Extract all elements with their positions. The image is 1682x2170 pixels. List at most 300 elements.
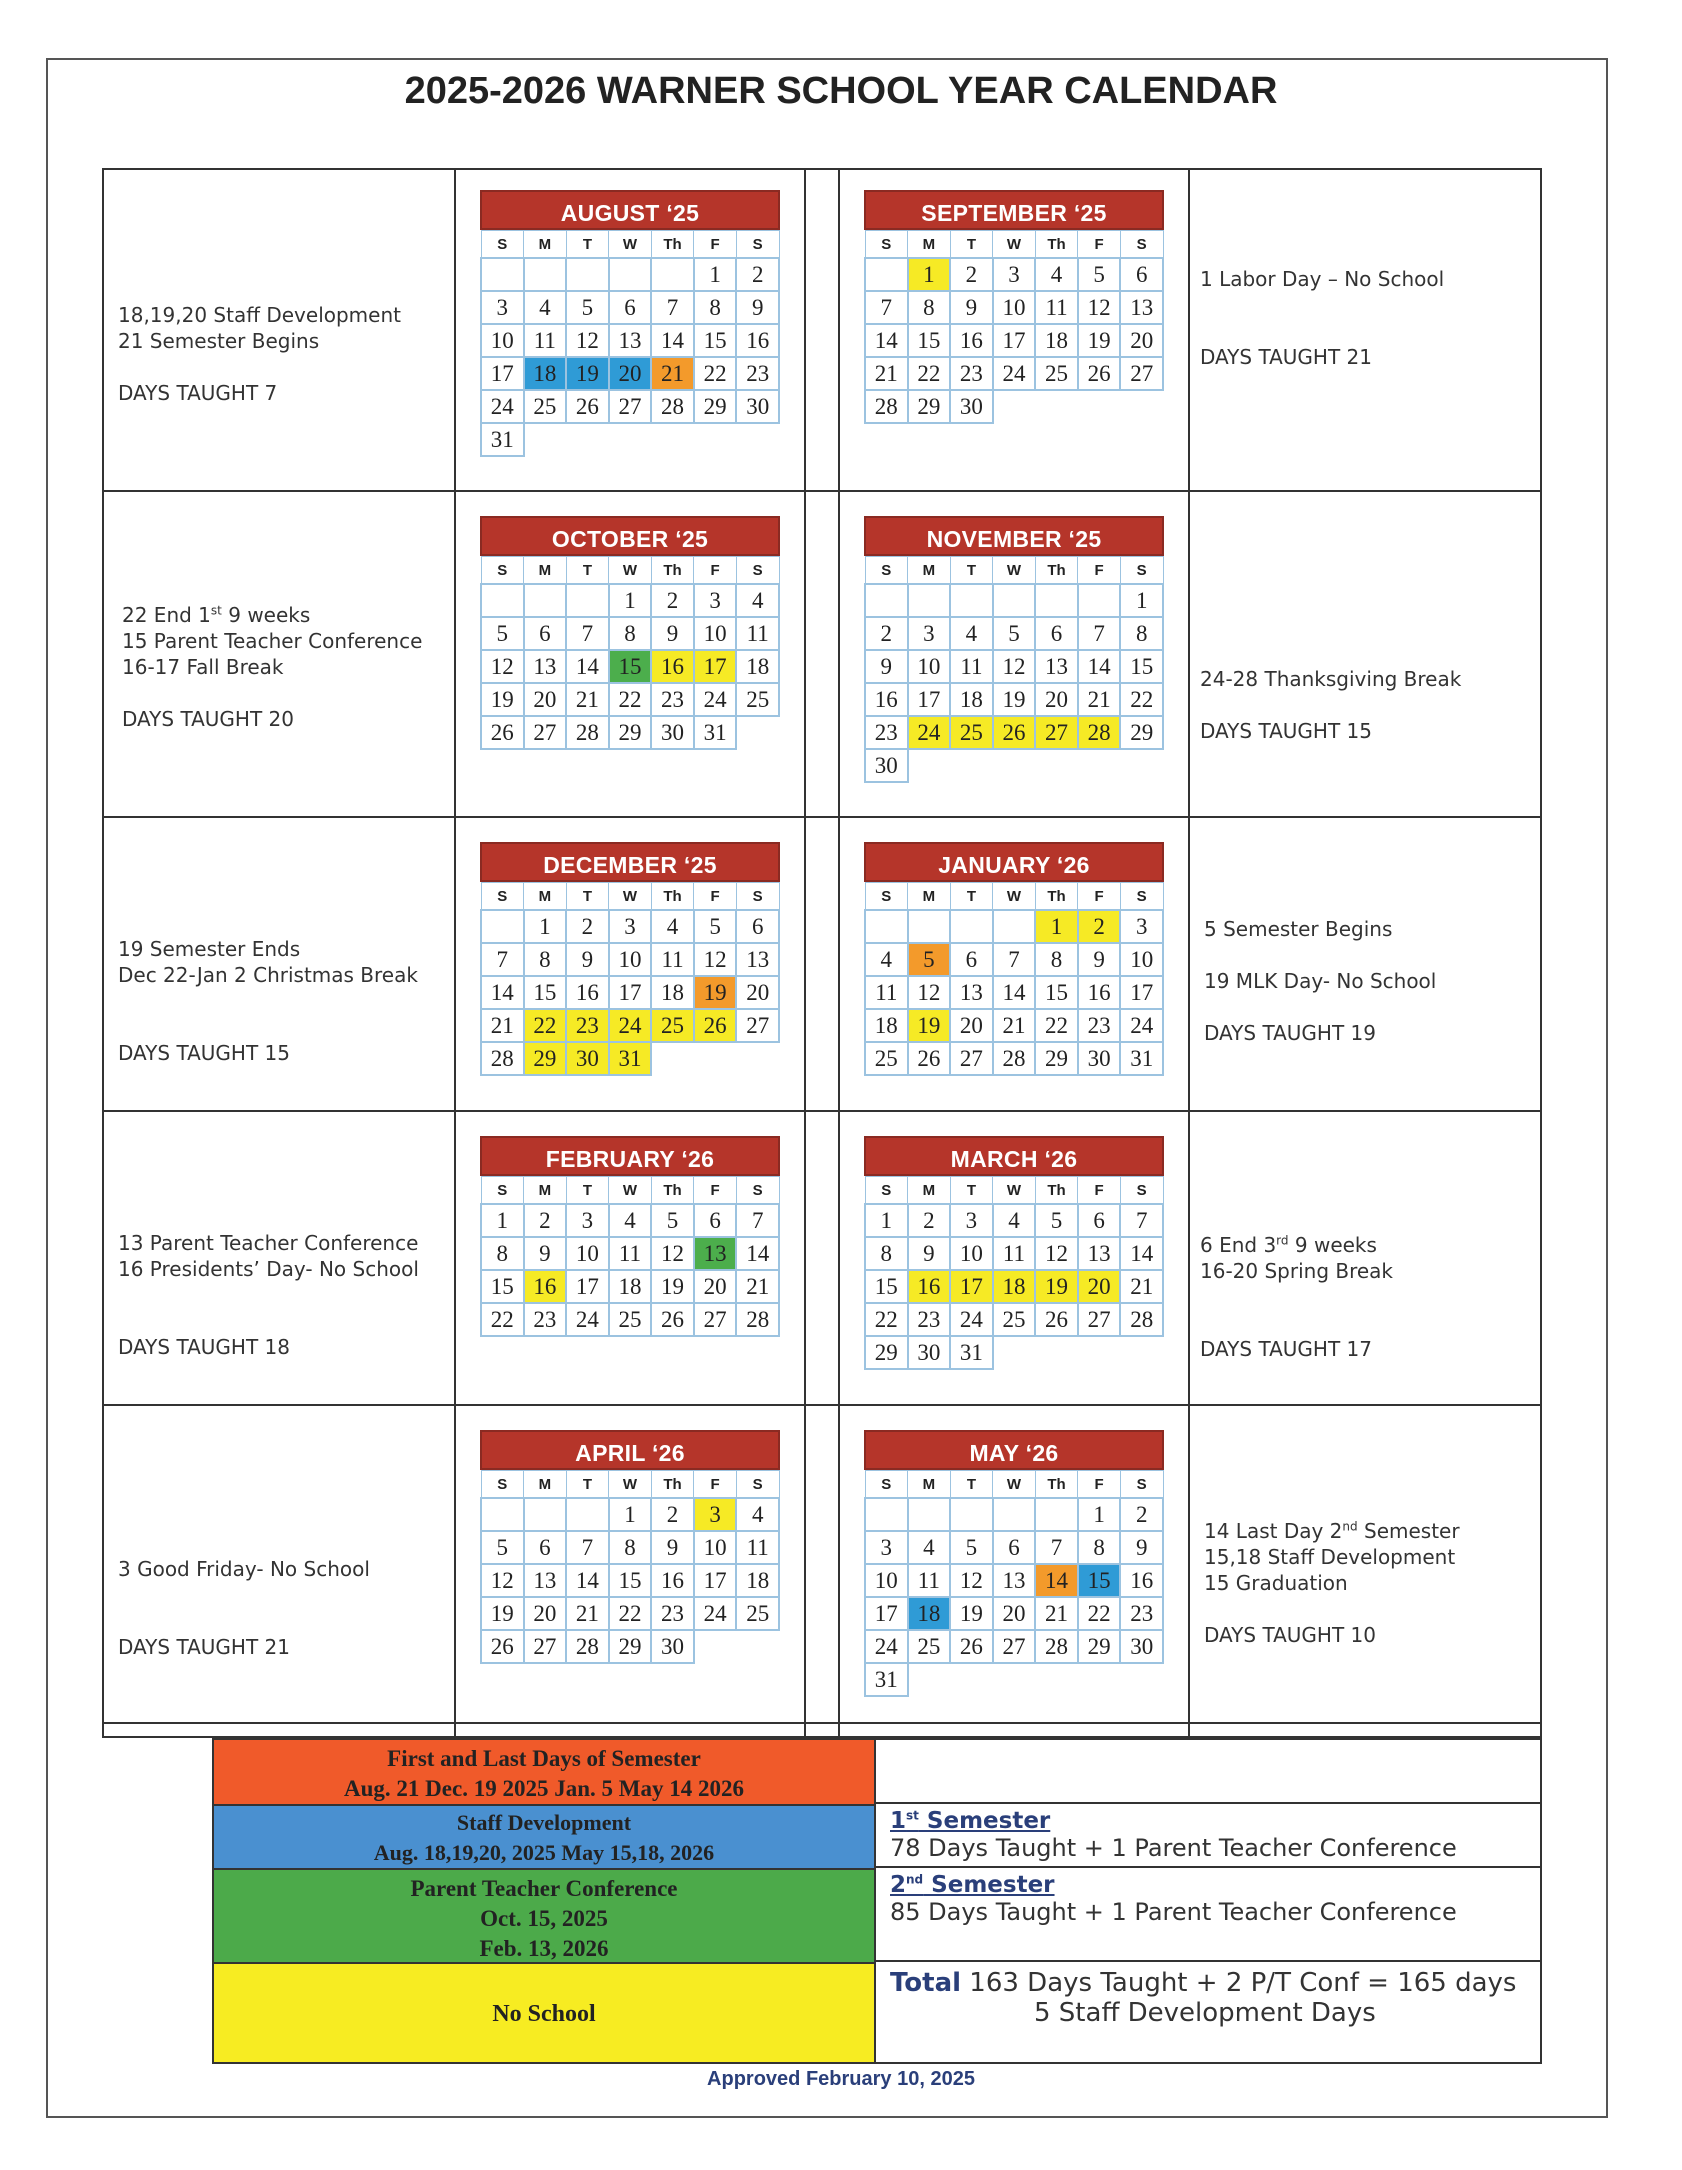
weekday-header: F xyxy=(1078,231,1121,259)
day-cell: 27 xyxy=(950,1042,993,1075)
day-cell: 7 xyxy=(1078,617,1121,650)
day-cell: 14 xyxy=(566,650,609,683)
month-header: SEPTEMBER ‘25 xyxy=(864,190,1164,230)
day-cell: 13 xyxy=(993,1564,1036,1597)
month-october xyxy=(480,516,780,750)
day-cell: 9 xyxy=(1078,943,1121,976)
weekday-header: T xyxy=(566,1471,609,1499)
empty-day xyxy=(1120,1663,1163,1696)
day-cell: 4 xyxy=(736,1498,779,1531)
day-cell: 5 xyxy=(481,617,524,650)
day-cell: 2 xyxy=(566,910,609,943)
days-taught: DAYS TAUGHT 18 xyxy=(118,1335,290,1359)
day-cell: 7 xyxy=(566,617,609,650)
empty-day xyxy=(1078,584,1121,617)
day-cell: 19 xyxy=(1078,324,1121,357)
day-cell: 13 xyxy=(736,943,779,976)
day-cell: 9 xyxy=(651,1531,694,1564)
day-cell: 6 xyxy=(524,617,567,650)
day-cell: 17 xyxy=(993,324,1036,357)
day-cell: 10 xyxy=(694,617,737,650)
weekday-header: F xyxy=(694,1471,737,1499)
semester-2-summary: 2nd Semester 85 Days Taught + 1 Parent Teacher Conference xyxy=(876,1868,1540,1962)
day-cell: 20 xyxy=(524,683,567,716)
weekday-header: T xyxy=(566,557,609,585)
day-cell: 6 xyxy=(950,943,993,976)
notes-august xyxy=(118,302,401,406)
day-cell: 20 xyxy=(993,1597,1036,1630)
note-line: 16-20 Spring Break xyxy=(1200,1259,1394,1283)
row-divider xyxy=(104,804,1540,818)
weekday-header: S xyxy=(481,231,524,259)
day-cell: 17 xyxy=(908,683,951,716)
day-cell: 23 xyxy=(651,1597,694,1630)
weekday-header: M xyxy=(908,231,951,259)
day-cell: 9 xyxy=(736,291,779,324)
day-cell: 10 xyxy=(865,1564,908,1597)
empty-day xyxy=(950,749,993,782)
empty-day xyxy=(993,1663,1036,1696)
empty-day xyxy=(524,423,567,456)
day-cell: 31 xyxy=(865,1663,908,1696)
weekday-header: W xyxy=(993,883,1036,911)
day-cell: 7 xyxy=(566,1531,609,1564)
day-cell: 7 xyxy=(736,1204,779,1237)
day-cell: 17 xyxy=(1120,976,1163,1009)
weekday-header: F xyxy=(1078,1471,1121,1499)
weekday-header: T xyxy=(950,231,993,259)
day-cell: 15 xyxy=(694,324,737,357)
weekday-header: T xyxy=(566,231,609,259)
day-cell: 2 xyxy=(651,1498,694,1531)
month-header: NOVEMBER ‘25 xyxy=(864,516,1164,556)
empty-day xyxy=(1078,749,1121,782)
day-cell: 12 xyxy=(993,650,1036,683)
weekday-header: S xyxy=(865,231,908,259)
day-cell: 10 xyxy=(609,943,652,976)
legend-staff-development: Staff Development Aug. 18,19,20, 2025 May 15,18, 2026 xyxy=(214,1804,874,1868)
day-cell: 30 xyxy=(908,1336,951,1369)
weekday-header: S xyxy=(1120,883,1163,911)
weekday-header: S xyxy=(865,1471,908,1499)
day-cell: 1 xyxy=(609,1498,652,1531)
day-cell: 25 xyxy=(865,1042,908,1075)
day-cell: 27 xyxy=(1120,357,1163,390)
weekday-header: M xyxy=(908,883,951,911)
day-cell: 31 xyxy=(1120,1042,1163,1075)
empty-day xyxy=(908,1498,951,1531)
day-cell: 13 xyxy=(524,650,567,683)
day-cell: 2 xyxy=(865,617,908,650)
weekday-header: T xyxy=(566,1177,609,1205)
empty-day xyxy=(524,584,567,617)
day-cell: 3 xyxy=(609,910,652,943)
empty-day xyxy=(481,1498,524,1531)
empty-day xyxy=(566,258,609,291)
note-line: 22 End 1st 9 weeks xyxy=(122,603,311,627)
weekday-header: S xyxy=(1120,557,1163,585)
day-cell: 17 xyxy=(609,976,652,1009)
empty-day xyxy=(1120,749,1163,782)
day-cell: 8 xyxy=(908,291,951,324)
day-cell: 2 xyxy=(736,258,779,291)
day-cell: 13 xyxy=(950,976,993,1009)
weekday-header: S xyxy=(736,231,779,259)
day-cell: 5 xyxy=(1035,1204,1078,1237)
empty-day xyxy=(1035,749,1078,782)
month-may xyxy=(864,1430,1164,1697)
day-cell: 16 xyxy=(1120,1564,1163,1597)
day-cell: 17 xyxy=(865,1597,908,1630)
note-line: 16 Presidents’ Day- No School xyxy=(118,1257,419,1281)
day-cell: 30 xyxy=(1078,1042,1121,1075)
legend-parent-teacher-conference: Parent Teacher Conference Oct. 15, 2025 Feb. 13, 2026 xyxy=(214,1868,874,1962)
empty-day xyxy=(736,1042,779,1075)
day-cell: 30 xyxy=(736,390,779,423)
day-cell: 16 xyxy=(736,324,779,357)
day-cell: 1 xyxy=(1078,1498,1121,1531)
month-grid xyxy=(864,882,1164,1076)
day-cell: 22 xyxy=(1120,683,1163,716)
day-cell: 1 xyxy=(481,1204,524,1237)
day-cell: 21 xyxy=(1120,1270,1163,1303)
month-grid xyxy=(480,230,780,457)
month-september xyxy=(864,190,1164,424)
weekday-header: Th xyxy=(1035,557,1078,585)
day-cell: 27 xyxy=(1035,716,1078,749)
day-cell: 22 xyxy=(524,1009,567,1042)
day-cell: 30 xyxy=(566,1042,609,1075)
day-cell: 14 xyxy=(736,1237,779,1270)
weekday-header: W xyxy=(609,1471,652,1499)
day-cell: 10 xyxy=(993,291,1036,324)
day-cell: 26 xyxy=(1078,357,1121,390)
day-cell: 6 xyxy=(993,1531,1036,1564)
empty-day xyxy=(950,584,993,617)
day-cell: 3 xyxy=(566,1204,609,1237)
day-cell: 8 xyxy=(865,1237,908,1270)
days-taught: DAYS TAUGHT 20 xyxy=(122,707,294,731)
day-cell: 15 xyxy=(1078,1564,1121,1597)
day-cell: 13 xyxy=(694,1237,737,1270)
day-cell: 26 xyxy=(566,390,609,423)
day-cell: 4 xyxy=(651,910,694,943)
empty-day xyxy=(1035,584,1078,617)
day-cell: 19 xyxy=(908,1009,951,1042)
semester-1-summary: 1st Semester 78 Days Taught + 1 Parent Teacher Conference xyxy=(876,1804,1540,1868)
day-cell: 18 xyxy=(950,683,993,716)
days-taught: DAYS TAUGHT 7 xyxy=(118,381,278,405)
total-summary: Total 163 Days Taught + 2 P/T Conf = 165 days 5 Staff Development Days xyxy=(890,1968,1517,2028)
weekday-header: Th xyxy=(651,557,694,585)
weekday-header: F xyxy=(694,231,737,259)
day-cell: 24 xyxy=(694,1597,737,1630)
day-cell: 8 xyxy=(1120,617,1163,650)
day-cell: 15 xyxy=(908,324,951,357)
day-cell: 28 xyxy=(481,1042,524,1075)
day-cell: 7 xyxy=(1035,1531,1078,1564)
day-cell: 8 xyxy=(609,1531,652,1564)
day-cell: 18 xyxy=(865,1009,908,1042)
note-line: 15 Graduation xyxy=(1204,1571,1348,1595)
day-cell: 28 xyxy=(566,1630,609,1663)
empty-day xyxy=(950,1663,993,1696)
note-line: 3 Good Friday- No School xyxy=(118,1557,370,1581)
month-grid xyxy=(480,882,780,1076)
weekday-header: S xyxy=(1120,1177,1163,1205)
day-cell: 31 xyxy=(694,716,737,749)
day-cell: 24 xyxy=(950,1303,993,1336)
day-cell: 28 xyxy=(865,390,908,423)
note-line: 19 MLK Day- No School xyxy=(1204,969,1437,993)
empty-day xyxy=(908,584,951,617)
weekday-header: S xyxy=(736,1177,779,1205)
empty-day xyxy=(694,1630,737,1663)
day-cell: 3 xyxy=(694,1498,737,1531)
notes-april xyxy=(118,1556,370,1660)
empty-day xyxy=(566,1498,609,1531)
weekday-header: F xyxy=(694,1177,737,1205)
day-cell: 29 xyxy=(1078,1630,1121,1663)
note-line: 6 End 3rd 9 weeks xyxy=(1200,1233,1377,1257)
day-cell: 16 xyxy=(950,324,993,357)
day-cell: 27 xyxy=(524,716,567,749)
legend-blank xyxy=(876,1740,1540,1804)
empty-day xyxy=(908,910,951,943)
weekday-header: Th xyxy=(1035,1471,1078,1499)
row-divider xyxy=(104,478,1540,492)
day-cell: 1 xyxy=(1120,584,1163,617)
weekday-header: T xyxy=(950,883,993,911)
day-cell: 7 xyxy=(651,291,694,324)
empty-day xyxy=(1120,390,1163,423)
day-cell: 12 xyxy=(908,976,951,1009)
note-line: 5 Semester Begins xyxy=(1204,917,1393,941)
weekday-header: M xyxy=(524,1471,567,1499)
day-cell: 11 xyxy=(609,1237,652,1270)
approved-date: Approved February 10, 2025 xyxy=(707,2068,975,2090)
day-cell: 25 xyxy=(736,1597,779,1630)
day-cell: 18 xyxy=(609,1270,652,1303)
day-cell: 27 xyxy=(1078,1303,1121,1336)
day-cell: 20 xyxy=(524,1597,567,1630)
empty-day xyxy=(736,716,779,749)
empty-day xyxy=(524,258,567,291)
day-cell: 30 xyxy=(1120,1630,1163,1663)
day-cell: 5 xyxy=(566,291,609,324)
day-cell: 14 xyxy=(865,324,908,357)
day-cell: 21 xyxy=(566,1597,609,1630)
day-cell: 29 xyxy=(908,390,951,423)
day-cell: 28 xyxy=(1120,1303,1163,1336)
day-cell: 10 xyxy=(566,1237,609,1270)
weekday-header: T xyxy=(950,557,993,585)
day-cell: 8 xyxy=(1078,1531,1121,1564)
day-cell: 1 xyxy=(694,258,737,291)
day-cell: 3 xyxy=(865,1531,908,1564)
days-taught: DAYS TAUGHT 17 xyxy=(1200,1337,1372,1361)
weekday-header: F xyxy=(1078,557,1121,585)
day-cell: 20 xyxy=(694,1270,737,1303)
weekday-header: S xyxy=(865,883,908,911)
day-cell: 28 xyxy=(566,716,609,749)
month-november xyxy=(864,516,1164,783)
day-cell: 26 xyxy=(993,716,1036,749)
day-cell: 18 xyxy=(993,1270,1036,1303)
empty-day xyxy=(950,910,993,943)
month-grid xyxy=(480,1176,780,1337)
empty-day xyxy=(481,258,524,291)
day-cell: 10 xyxy=(1120,943,1163,976)
day-cell: 20 xyxy=(1035,683,1078,716)
day-cell: 7 xyxy=(865,291,908,324)
month-header: MARCH ‘26 xyxy=(864,1136,1164,1176)
note-line: 15 Parent Teacher Conference xyxy=(122,629,423,653)
day-cell: 5 xyxy=(1078,258,1121,291)
weekday-header: M xyxy=(908,1177,951,1205)
day-cell: 1 xyxy=(865,1204,908,1237)
day-cell: 28 xyxy=(736,1303,779,1336)
note-line: 1 Labor Day – No School xyxy=(1200,267,1445,291)
day-cell: 11 xyxy=(736,1531,779,1564)
day-cell: 23 xyxy=(524,1303,567,1336)
day-cell: 20 xyxy=(736,976,779,1009)
weekday-header: W xyxy=(609,1177,652,1205)
empty-day xyxy=(950,1498,993,1531)
empty-day xyxy=(651,1042,694,1075)
day-cell: 19 xyxy=(950,1597,993,1630)
day-cell: 8 xyxy=(1035,943,1078,976)
day-cell: 5 xyxy=(950,1531,993,1564)
note-line: 14 Last Day 2nd Semester xyxy=(1204,1519,1460,1543)
day-cell: 18 xyxy=(908,1597,951,1630)
empty-day xyxy=(651,423,694,456)
day-cell: 21 xyxy=(865,357,908,390)
weekday-header: M xyxy=(524,557,567,585)
day-cell: 20 xyxy=(950,1009,993,1042)
day-cell: 23 xyxy=(865,716,908,749)
month-grid xyxy=(480,1470,780,1664)
day-cell: 9 xyxy=(908,1237,951,1270)
day-cell: 8 xyxy=(481,1237,524,1270)
day-cell: 24 xyxy=(566,1303,609,1336)
day-cell: 26 xyxy=(694,1009,737,1042)
day-cell: 23 xyxy=(651,683,694,716)
month-august xyxy=(480,190,780,457)
day-cell: 23 xyxy=(566,1009,609,1042)
day-cell: 29 xyxy=(524,1042,567,1075)
day-cell: 26 xyxy=(651,1303,694,1336)
day-cell: 13 xyxy=(609,324,652,357)
day-cell: 16 xyxy=(908,1270,951,1303)
note-line: 24-28 Thanksgiving Break xyxy=(1200,667,1462,691)
day-cell: 2 xyxy=(651,584,694,617)
day-cell: 14 xyxy=(1078,650,1121,683)
col-divider xyxy=(838,170,840,1736)
row-divider xyxy=(104,1098,1540,1112)
empty-day xyxy=(481,910,524,943)
day-cell: 14 xyxy=(993,976,1036,1009)
day-cell: 25 xyxy=(524,390,567,423)
weekday-header: Th xyxy=(651,883,694,911)
weekday-header: S xyxy=(1120,231,1163,259)
day-cell: 6 xyxy=(609,291,652,324)
day-cell: 16 xyxy=(1078,976,1121,1009)
weekday-header: M xyxy=(524,231,567,259)
empty-day xyxy=(993,390,1036,423)
day-cell: 18 xyxy=(1035,324,1078,357)
day-cell: 24 xyxy=(865,1630,908,1663)
note-line: 19 Semester Ends xyxy=(118,937,301,961)
legend xyxy=(212,1738,1542,2064)
empty-day xyxy=(865,910,908,943)
day-cell: 22 xyxy=(865,1303,908,1336)
day-cell: 29 xyxy=(1035,1042,1078,1075)
weekday-header: S xyxy=(865,1177,908,1205)
day-cell: 24 xyxy=(908,716,951,749)
note-line: 15,18 Staff Development xyxy=(1204,1545,1456,1569)
note-line: 16-17 Fall Break xyxy=(122,655,284,679)
day-cell: 21 xyxy=(736,1270,779,1303)
col-divider xyxy=(454,170,456,1736)
weekday-header: Th xyxy=(1035,231,1078,259)
day-cell: 5 xyxy=(481,1531,524,1564)
legend-semester-days: First and Last Days of Semester Aug. 21 Dec. 19 2025 Jan. 5 May 14 2026 xyxy=(214,1740,874,1804)
weekday-header: F xyxy=(1078,1177,1121,1205)
day-cell: 3 xyxy=(993,258,1036,291)
day-cell: 19 xyxy=(694,976,737,1009)
day-cell: 9 xyxy=(524,1237,567,1270)
empty-day xyxy=(651,258,694,291)
day-cell: 5 xyxy=(908,943,951,976)
row-divider xyxy=(104,1710,1540,1724)
day-cell: 22 xyxy=(908,357,951,390)
day-cell: 24 xyxy=(993,357,1036,390)
day-cell: 18 xyxy=(736,1564,779,1597)
empty-day xyxy=(993,1336,1036,1369)
day-cell: 5 xyxy=(651,1204,694,1237)
weekday-header: M xyxy=(524,883,567,911)
days-taught: DAYS TAUGHT 21 xyxy=(1200,345,1372,369)
day-cell: 10 xyxy=(694,1531,737,1564)
empty-day xyxy=(609,423,652,456)
day-cell: 6 xyxy=(736,910,779,943)
day-cell: 6 xyxy=(694,1204,737,1237)
day-cell: 15 xyxy=(1120,650,1163,683)
notes-march xyxy=(1200,1232,1393,1362)
day-cell: 14 xyxy=(481,976,524,1009)
month-header: MAY ‘26 xyxy=(864,1430,1164,1470)
month-header: APRIL ‘26 xyxy=(480,1430,780,1470)
day-cell: 21 xyxy=(651,357,694,390)
day-cell: 30 xyxy=(651,1630,694,1663)
day-cell: 29 xyxy=(694,390,737,423)
day-cell: 11 xyxy=(651,943,694,976)
day-cell: 16 xyxy=(566,976,609,1009)
empty-day xyxy=(566,584,609,617)
day-cell: 4 xyxy=(524,291,567,324)
day-cell: 22 xyxy=(1035,1009,1078,1042)
day-cell: 17 xyxy=(566,1270,609,1303)
empty-day xyxy=(694,423,737,456)
day-cell: 12 xyxy=(481,1564,524,1597)
notes-november xyxy=(1200,666,1461,744)
day-cell: 25 xyxy=(950,716,993,749)
weekday-header: M xyxy=(908,1471,951,1499)
day-cell: 26 xyxy=(481,716,524,749)
day-cell: 6 xyxy=(1120,258,1163,291)
days-taught: DAYS TAUGHT 10 xyxy=(1204,1623,1376,1647)
